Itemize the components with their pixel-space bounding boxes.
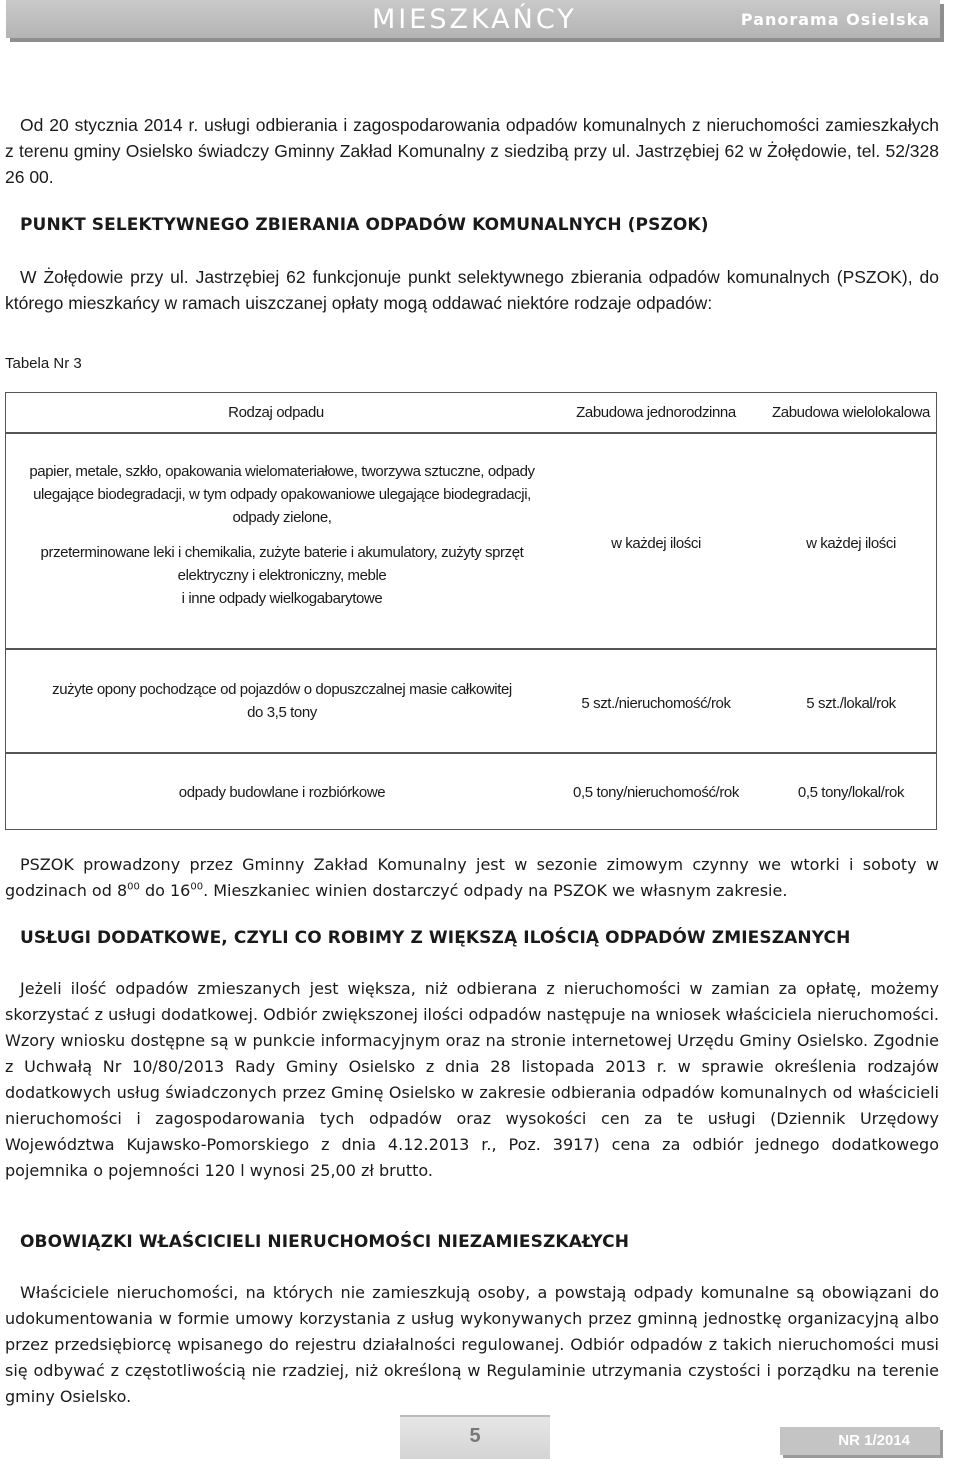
row3-type: odpady budowlane i rozbiórkowe [178, 784, 386, 801]
pszok-text: W Żołędowie przy ul. Jastrzębiej 62 funkcjonuje punkt selektywnego zbierania odpadów komunalnych (PSZOK), do którego mieszkańcy w ramach uiszczanej opłaty mogą oddawać niektóre rodzaje odpadów: [5, 267, 939, 313]
row3-single: 0,5 tony/nieruchomość/rok [573, 784, 739, 801]
publication-name: Panorama Osielska [740, 10, 930, 29]
table-row [5, 753, 937, 830]
page-number-box [400, 1415, 550, 1459]
row1-type: papier, metale, szkło, opakowania wielomateriałowe, tworzywa sztuczne, odpady ulegające biodegradacji, w tym odpady opakowaniowe ulegające biodegradacji, odpady zielone, przeterminowane leki i chemikalia, zużyte baterie i akumulatory, zużyty sprzęt elektryczny i elektroniczny, meble i inne odpady wielkogabarytowe [29, 463, 535, 607]
header-waste-type: Rodzaj odpadu [228, 404, 324, 421]
row1-single: w każdej ilości [611, 535, 701, 552]
header-multi-family: Zabudowa wielolokalowa [772, 404, 930, 421]
extra-services-text: Jeżeli ilość odpadów zmieszanych jest większa, niż odbierana z nieruchomości w zamian za opłatę, możemy skorzystać z usługi dodatkowej. Odbiór zwiększonej ilości odpadów następuje na wniosek właściciela nieruchomości. Wzory wniosku dostępne są w punkcie informacyjnym oraz na stronie internetowej Urzędu Gminy Osielsko. Zgodnie z Uchwałą Nr 10/80/2013 Rady Gminy Osielsko z dnia 28 listopada 2013 r. w sprawie określenia rodzajów dodatkowych usług świadczonych przez Gminę Osielsko w zakresie odbierania odpadów komunalnych od właścicieli nieruchomości i zagospodarowania tych odpadów oraz wysokości cen za te usługi (Dziennik Urzędowy Województwa Kujawsko-Pomorskiego z dnia 4.12.2013 r., Poz. 3917) cena za odbiór jednego dodatkowego pojemnika o pojemności 120 l wynosi 25,00 zł brutto. [5, 979, 939, 1180]
row1-multi: w każdej ilości [806, 535, 896, 552]
intro-text: Od 20 stycznia 2014 r. usługi odbierania i zagospodarowania odpadów komunalnych z nieruchomości zamieszkałych z terenu gminy Osielsko świadczy Gminny Zakład Komunalny z siedzibą przy ul. Jastrzębiej 62 w Żołędowie, tel. 52/328 26 00. [5, 115, 939, 187]
section-title: MIESZKAŃCY [372, 4, 577, 35]
table-row [5, 649, 937, 753]
owners-heading: OBOWIĄZKI WŁAŚCICIELI NIERUCHOMOŚCI NIEZAMIESZKAŁYCH [20, 1232, 630, 1252]
row3-multi: 0,5 tony/lokal/rok [797, 784, 905, 801]
hours-paragraph: PSZOK prowadzony przez Gminny Zakład Komunalny jest w sezonie zimowym czynny we wtorki i soboty w godzinach od $8^{00}$ do $16^{00}$. Mieszkaniec winien dostarczyć odpady na PSZOK we własnym zakresie. [5, 855, 939, 900]
extra-services-paragraph [5, 976, 939, 1184]
issue-badge [780, 1427, 940, 1455]
row2-multi: 5 szt./lokal/rok [806, 695, 896, 712]
row2-single: 5 szt./nieruchomość/rok [581, 695, 731, 712]
extra-services-heading: USŁUGI DODATKOWE, CZYLI CO ROBIMY Z WIĘKSZĄ ILOŚCIĄ ODPADÓW ZMIESZANYCH [20, 928, 851, 948]
table-header [5, 392, 937, 433]
pszok-heading: PUNKT SELEKTYWNEGO ZBIERANIA ODPADÓW KOMUNALNYCH (PSZOK) [20, 215, 709, 235]
pszok-paragraph [5, 264, 939, 316]
header-single-family: Zabudowa jednorodzinna [576, 404, 736, 421]
owners-text: Właściciele nieruchomości, na których nie zamieszkują osoby, a powstają odpady komunalne są obowiązani do udokumentowania w formie umowy korzystania z usług wykonywanych przez gminną jednostkę organizacyjną albo przez przedsiębiorcę wpisanego do rejestru działalności regulowanej. Odbiór odpadów z takich nieruchomości musi się odbywać z częstotliwością nie rzadziej, niż określoną w Regulaminie utrzymania czystości i porządku na terenie gminy Osielsko. [5, 1283, 939, 1406]
issue-number: NR 1/2014 [838, 1432, 910, 1449]
page-number: 5 [469, 1425, 481, 1447]
table-label: Tabela Nr 3 [5, 355, 82, 372]
intro-paragraph [5, 112, 939, 190]
page-header [6, 0, 940, 38]
owners-paragraph [5, 1280, 939, 1410]
row2-type: zużyte opony pochodzące od pojazdów o dopuszczalnej masie całkowitej do 3,5 tony [52, 681, 512, 721]
table-row [5, 433, 937, 649]
